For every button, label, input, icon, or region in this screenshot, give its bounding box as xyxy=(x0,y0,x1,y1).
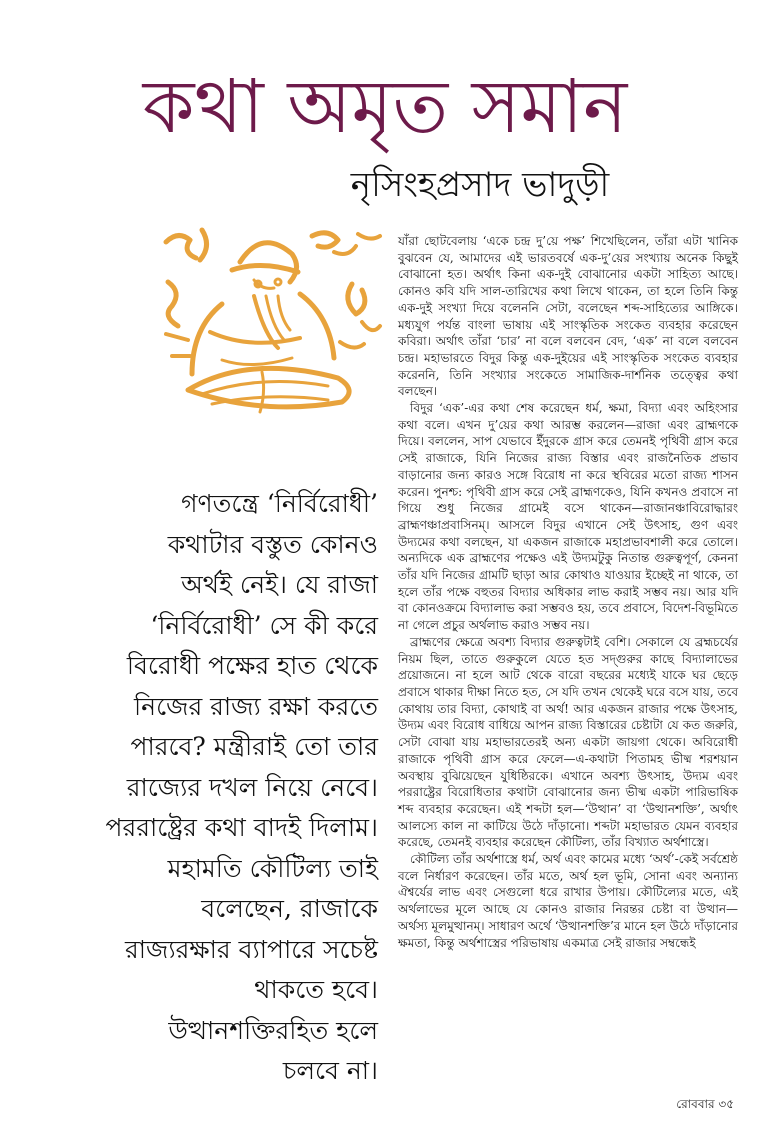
pull-quote-line: রাজ্যরক্ষার ব্যাপারে সচেষ্ট xyxy=(125,934,378,964)
sage-reading-illustration-icon xyxy=(162,222,384,414)
body-paragraph: কৌটিল্য তাঁর অর্থশাস্ত্রে ধর্ম, অর্থ এবং কামের মধ্যে ‘অর্থ’-কেই সর্বশ্রেষ্ঠ বলে নির্ধারণ করেছেন। তাঁর মতে, অর্থ হল ভূমি, সোনা এবং অন্যান্য ঐশ্বর্যের লাভ এবং সেগুলো ধরে রাখার উপায়। কৌটিল্যের মতে, এই অর্থলাভের মূলে আছে যে কোনও রাজার নিরন্তর চেষ্টা বা উত্থান—অর্থস্য মূলমুত্থানম্। সাধারণ অর্থে ‘উত্থানশক্তি’র মানে হল উঠে দাঁড়ানোর ক্ষমতা, কিন্তু অর্থশাস্ত্রের পরিভাষায় একমাত্র সেই রাজার সম্বন্ধেই xyxy=(398,852,738,950)
pull-quote-line: বলেছেন, রাজাকে xyxy=(201,894,378,923)
pull-quote-line: মহামতি কৌটিল্য তাই xyxy=(167,853,378,883)
pull-quote-line: গণতন্ত্রে ‘নির্বিরোধী’ xyxy=(181,489,378,518)
pull-quote-line: উত্থানশক্তিরহিত হলে xyxy=(168,1015,378,1045)
author-name: নৃসিংহপ্রসাদ ভাদুড়ী xyxy=(350,165,610,205)
pull-quote-line: পররাষ্ট্রের কথা বাদই দিলাম। xyxy=(105,813,378,842)
pull-quote-line: বিরোধী পক্ষের হাত থেকে xyxy=(126,651,378,680)
body-paragraph: যাঁরা ছোটবেলায় ‘একে চন্দ্র দু’য়ে পক্ষ’ শিখেছিলেন, তাঁরা এটা খানিক বুঝবেন যে, আমাদের এই ভারতবর্ষে এক-দু’য়ের সংখ্যায় অনেক কিছুই বোঝানো হত। অর্থাৎ কিনা এক-দুই বোঝানোর একটা সাহিত্য আছে। কোনও কবি যদি সাল-তারিখের কথা লিখে থাকেন, তা হলে তিনি কিন্তু এক-দুই সংখ্যা দিয়ে বলেননি সেটা, বলেছেন শব্দ-সাহিত্যের আঙ্গিকে। মধ্যযুগ পর্যন্ত বাংলা ভাষায় এই সাংস্কৃতিক সংকেত ব্যবহার করেছেন কবিরা। অর্থাৎ তাঁরা ‘চার’ না বলে বলবেন বেদ, ‘এক’ না বলে বলবেন চন্দ্র। মহাভারতে বিদুর কিন্তু এক-দুইয়ের এই সাংস্কৃতিক সংকেত ব্যবহার করেননি, তিনি সংখ্যার সংকেতে সামাজিক-দার্শনিক তত্ত্বের কথা বলছেন। xyxy=(398,234,738,399)
article-title: কথা অমৃত সমান xyxy=(142,64,628,150)
pull-quote-line: চলবে না। xyxy=(282,1056,378,1085)
pull-quote-line: ‘নির্বিরোধী’ সে কী করে xyxy=(150,610,378,640)
body-paragraph: ব্রাহ্মণের ক্ষেত্রে অবশ্য বিদ্যার গুরুত্বটাই বেশি। সেকালে যে ব্রহ্মচর্যের নিয়ম ছিল, তাতে গুরুকুলে যেতে হত সদ্গুরুর কাছে বিদ্যালাভের প্রয়োজনে। না হলে আট থেকে বারো বছরের মধ্যেই যাকে ঘর ছেড়ে প্রবাসে থাকার দীক্ষা নিতে হত, সে যদি তখন থেকেই ঘরে বসে যায়, তবে কোথায় তার বিদ্যা, কোথাই বা অর্থ! আর একজন রাজার পক্ষে উৎসাহ, উদ্যম এবং বিরোধ বাধিয়ে আপন রাজ্য বিস্তারের চেষ্টাটা যে কত জরুরি, সেটা বোঝা যায় মহাভারতেরই অন্য একটা জায়গা থেকে। অবিরোধী রাজাকে পৃথিবী গ্রাস করে ফেলে—এ-কথাটা পিতামহ ভীষ্ম শরশয়ান অবস্থায় বুঝিয়েছেন যুধিষ্ঠিরকে। এখানে অবশ্য উৎসাহ, উদ্যম এবং পররাষ্ট্রের বিরোধিতার কথাটা বোঝানোর জন্য ভীষ্ম একটা পারিভাষিক শব্দ ব্যবহার করেছেন। এই শব্দটা হল—‘উত্থান’ বা ‘উত্থানশক্তি’, অর্থাৎ আলস্যে কাল না কাটিয়ে উঠে দাঁড়ানো। শব্দটা মহাভারত যেমন ব্যবহার করেছে, তেমনই ব্যবহার করেছেন কৌটিল্য, তাঁর বিখ্যাত অর্থশাস্ত্রে। xyxy=(398,634,738,850)
pull-quote-line: অর্থই নেই। যে রাজা xyxy=(181,570,378,599)
pull-quote-line: কথাটার বস্তুত কোনও xyxy=(167,529,378,559)
pull-quote-line: পারবে? মন্ত্রীরাই তো তার xyxy=(130,732,378,761)
pull-quote-line: নিজের রাজ্য রক্ষা করতে xyxy=(134,691,378,721)
pull-quote xyxy=(92,484,378,1092)
article-body xyxy=(398,233,738,951)
pull-quote-line: থাকতে হবে। xyxy=(254,975,378,1004)
body-paragraph: বিদুর ‘এক’-এর কথা শেষ করেছেন ধর্ম, ক্ষমা, বিদ্যা এবং অহিংসার কথা বলে। এখন দু’য়ের কথা আরম্ভ করলেন—রাজা এবং ব্রাহ্মণকে দিয়ে। বললেন, সাপ যেভাবে ইঁদুরকে গ্রাস করে তেমনই পৃথিবী গ্রাস করে সেই রাজাকে, যিনি নিজের রাজ্য বিস্তার এবং রাজনৈতিক প্রভাব বাড়ানোর জন্য কারও সঙ্গে বিরোধ না করে স্থবিরের মতো রাজ্য শাসন করেন। পুনশ্চ: পৃথিবী গ্রাস করে সেই ব্রাহ্মণকেও, যিনি কখনও প্রবাসে না গিয়ে শুধু নিজের গ্রামেই বসে থাকেন—রাজানঞ্চাবিরোদ্ধারং ব্রাহ্মণঞ্চাপ্রবাসিনম্। আসলে বিদুর এখানে সেই উৎসাহ, গুণ এবং উদ্যমের কথা বলছেন, যা একজন রাজাকে মহাপ্রভাবশালী করে তোলে। অন্যদিকে এক ব্রাহ্মণের পক্ষেও এই উদ্যমটুকু নিতান্ত গুরুত্বপূর্ণ, কেননা তাঁর যদি নিজের গ্রামটি ছাড়া আর কোথাও যাওয়ার ইচ্ছেই না থাকে, তা হলে তাঁর পক্ষে বহুতর বিদ্যার অধিকার লাভ করাই সম্ভব নয়। আর যদি বা কোনওক্রমে বিদ্যালাভ করা সম্ভবও হয়, তবে প্রবাসে, বিদেশ-বিভূমিতে না গেলে প্রচুর অর্থলাভ করাও সম্ভব নয়। xyxy=(398,401,738,633)
pull-quote-line: রাজ্যের দখল নিয়ে নেবে। xyxy=(126,772,378,802)
page-footer: রোববার ৩৫ xyxy=(676,1097,734,1111)
